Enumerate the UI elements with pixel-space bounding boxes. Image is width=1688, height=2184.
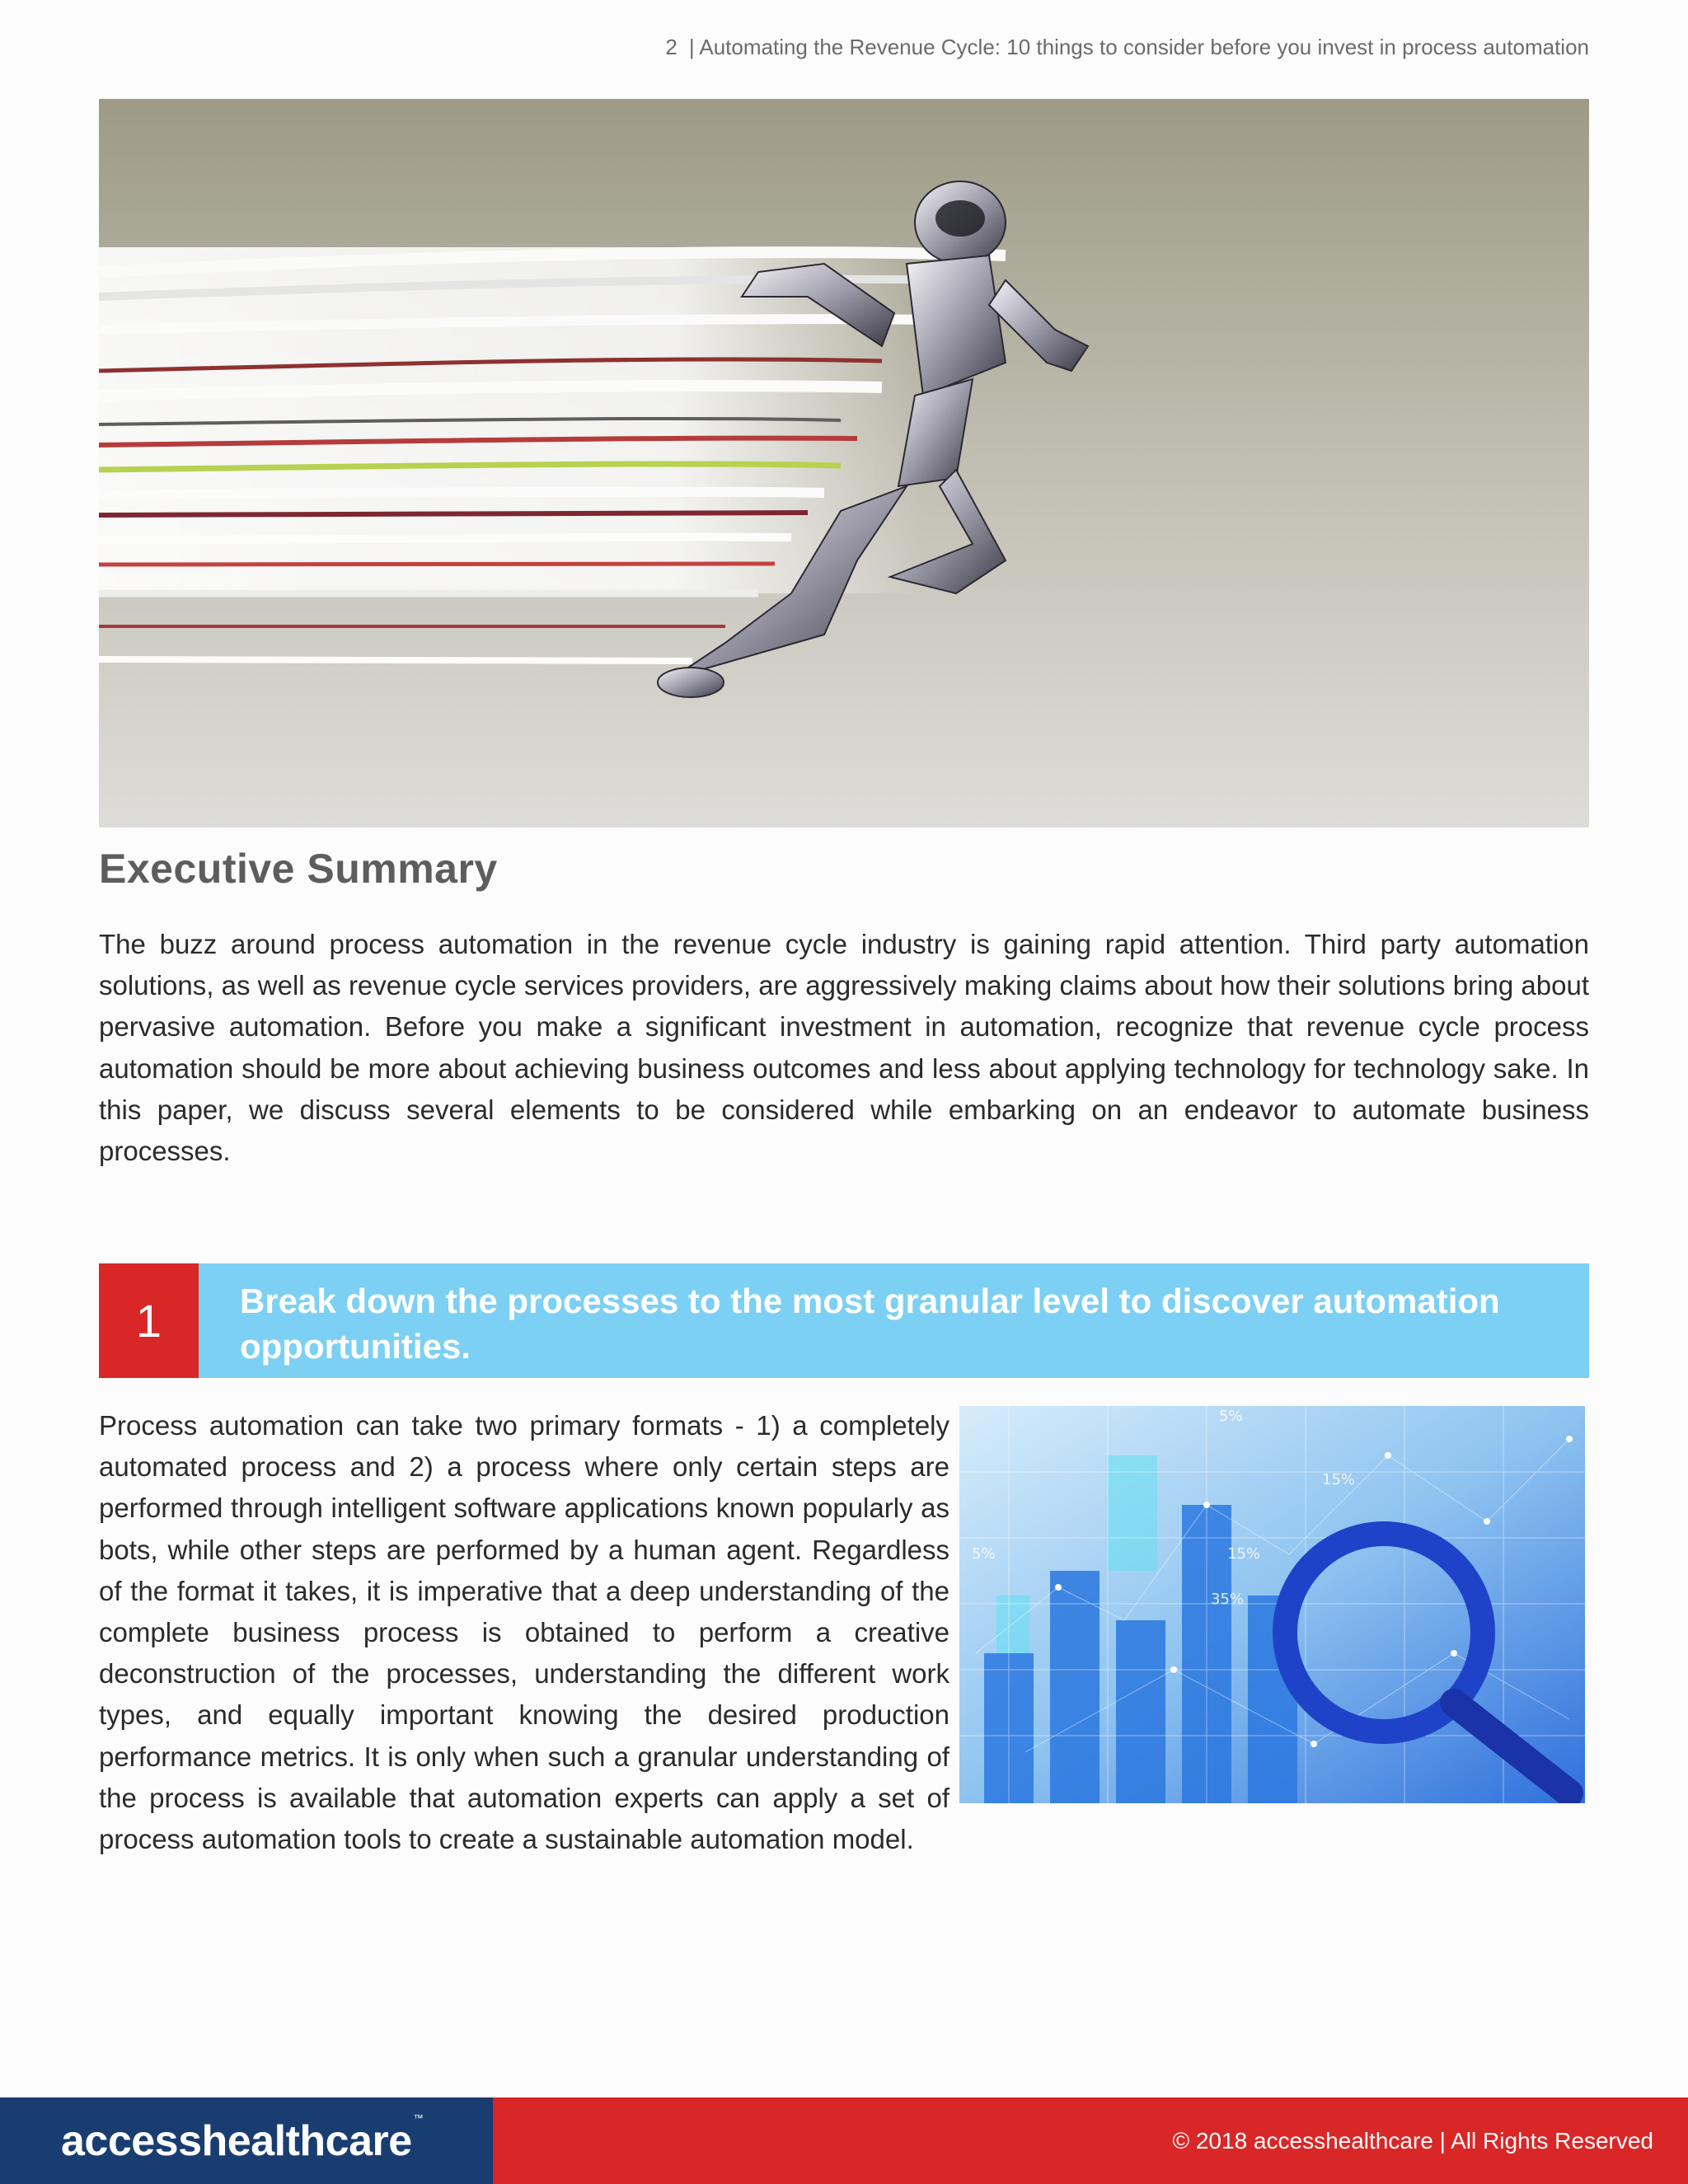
analytics-image: [959, 1406, 1585, 1803]
section-banner: [99, 1263, 1589, 1378]
section-paragraph: Process automation can take two primary formats - 1) a completely automated process and 2) a process where only certain steps are performed through intelligent software applications known popularly as bots, while other steps are performed by a human agent. Regardless of the format it takes, it is imperative that a deep understanding of the complete business process is obtained to perform a creative deconstruction of the processes, understanding the different work types, and equally important knowing the desired production performance metrics. It is only when such a granular understanding of the process is available that automation experts can apply a set of process automation tools to create a sustainable automation model.: [99, 1410, 950, 1855]
executive-summary-paragraph: The buzz around process automation in the revenue cycle industry is gaining rapid attention. Third party automation solutions, as well as revenue cycle services providers, are aggressively making claims about how their solutions bring about pervasive automation. Before you make a significant investment in automation, recognize that revenue cycle process automation should be more about achieving business outcomes and less about applying technology for technology sake. In this paper, we discuss several elements to be considered while embarking on an endeavor to automate business processes.: [99, 929, 1589, 1167]
running-title: | Automating the Revenue Cycle: 10 things to consider before you invest in process automation: [688, 35, 1589, 59]
chart-label-c: 5%: [972, 1545, 996, 1563]
footer-copyright-bar: [493, 2097, 1688, 2184]
running-header: [665, 35, 1589, 60]
chart-label-b: 15%: [1322, 1471, 1356, 1488]
magnifier-chart-illustration: [959, 1406, 1585, 1803]
hero-image: [99, 99, 1589, 827]
chart-label-a: 5%: [1219, 1408, 1243, 1425]
section-number-badge: 1: [99, 1263, 199, 1378]
company-logo: [61, 2112, 424, 2166]
logo-text: accesshealthcare: [61, 2116, 412, 2165]
executive-summary-heading: Executive Summary: [99, 846, 498, 892]
chart-label-d: 15%: [1227, 1545, 1261, 1563]
chart-label-e: 35%: [1211, 1591, 1245, 1608]
footer-brand-bar: [0, 2097, 493, 2184]
robot-runner-illustration: [99, 99, 1589, 827]
copyright-text: © 2018 accesshealthcare | All Rights Reserved: [1172, 2128, 1653, 2154]
page-number: 2: [665, 35, 678, 59]
trademark-mark: ™: [413, 2112, 424, 2125]
section-title: Break down the processes to the most granular level to discover automation opportunities.: [240, 1282, 1500, 1366]
